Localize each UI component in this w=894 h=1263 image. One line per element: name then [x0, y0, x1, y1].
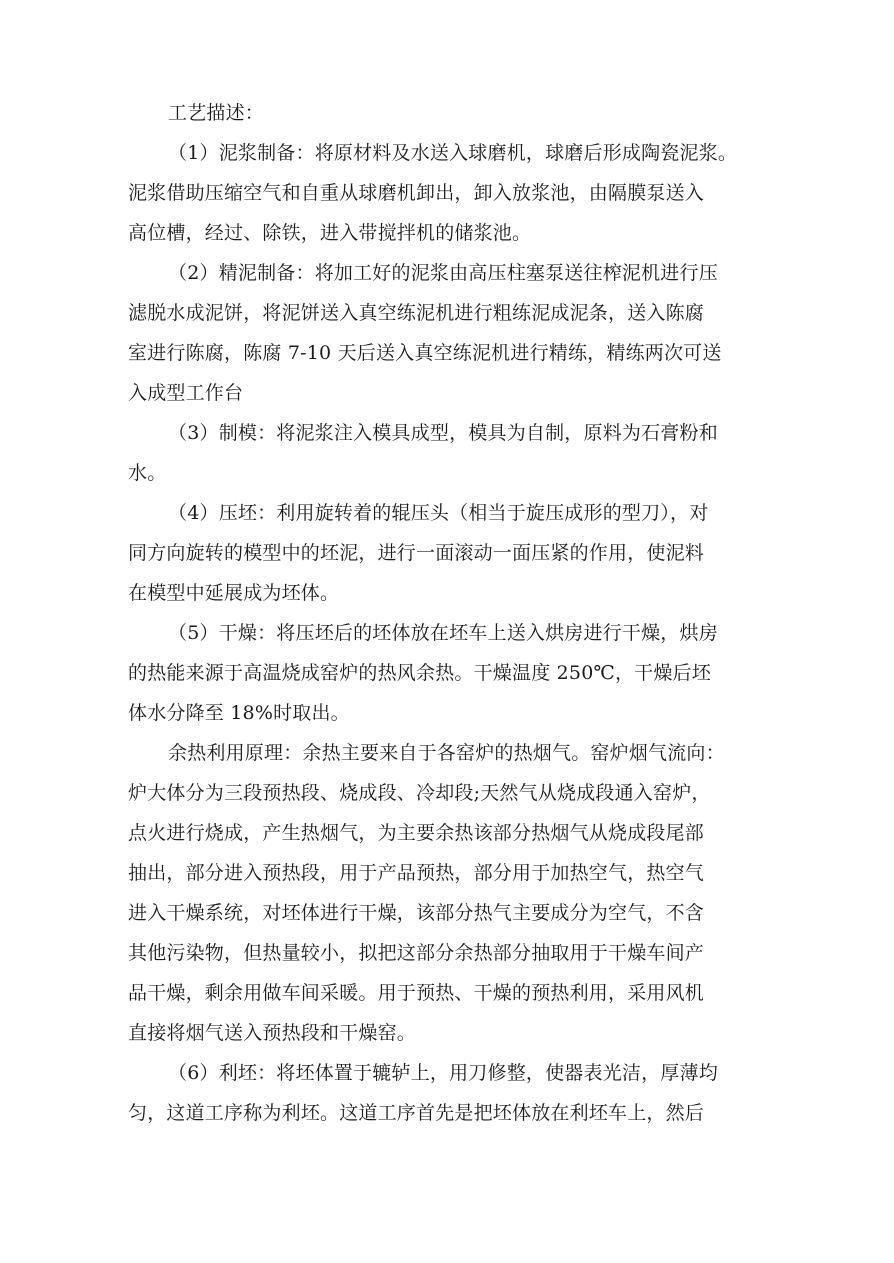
section-heading: 工艺描述：: [168, 102, 265, 124]
paragraph-line: 余热利用原理：余热主要来自于各窑炉的热烟气。窑炉烟气流向：: [168, 742, 725, 764]
paragraph-line: 抽出，部分进入预热段，用于产品预热，部分用于加热空气，热空气: [128, 862, 705, 884]
paragraph-line: 匀，这道工序称为利坯。这道工序首先是把坯体放在利坯车上，然后: [128, 1102, 705, 1124]
paragraph-line: 炉大体分为三段预热段、烧成段、冷却段;天然气从烧成段通入窑炉，: [128, 782, 711, 804]
paragraph-waste-heat: [128, 733, 780, 1053]
paragraph-line: （6）利坯：将坯体置于辘轳上，用刀修整，使器表光洁，厚薄均: [168, 1062, 718, 1084]
paragraph-line: 入成型工作台: [128, 382, 244, 404]
paragraph-line: 点火进行烧成，产生热烟气，为主要余热该部分热烟气从烧成段尾部: [128, 822, 705, 844]
document-page: [128, 93, 780, 1133]
heading-paragraph: [128, 93, 780, 133]
paragraph-line: 滤脱水成泥饼，将泥饼送入真空练泥机进行粗练泥成泥条，送入陈腐: [128, 302, 705, 324]
paragraph-line: 室进行陈腐，陈腐 7-10 天后送入真空练泥机进行精练，精练两次可送: [128, 342, 722, 364]
paragraph-line: （4）压坯：利用旋转着的辊压头（相当于旋压成形的型刀），对: [168, 502, 709, 524]
paragraph-line: （2）精泥制备：将加工好的泥浆由高压柱塞泵送往榨泥机进行压: [168, 262, 718, 284]
paragraph-line: 泥浆借助压缩空气和自重从球磨机卸出，卸入放浆池，由隔膜泵送入: [128, 182, 705, 204]
paragraph-line: （3）制模：将泥浆注入模具成型，模具为自制，原料为石膏粉和: [168, 422, 718, 444]
paragraph-mud-preparation: [128, 133, 780, 253]
paragraph-line: 品干燥，剩余用做车间采暖。用于预热、干燥的预热利用，采用风机: [128, 982, 705, 1004]
paragraph-line: 在模型中延展成为坯体。: [128, 582, 340, 604]
paragraph-line: 进入干燥系统，对坯体进行干燥，该部分热气主要成分为空气，不含: [128, 902, 705, 924]
paragraph-line: 水。: [128, 462, 167, 484]
paragraph-line: 其他污染物，但热量较小，拟把这部分余热部分抽取用于干燥车间产: [128, 942, 705, 964]
paragraph-trimming: [128, 1053, 780, 1133]
paragraph-line: （5）干燥：将压坯后的坯体放在坯车上送入烘房进行干燥，烘房: [168, 622, 718, 644]
paragraph-line: 的热能来源于高温烧成窑炉的热风余热。干燥温度 250℃，干燥后坯: [128, 662, 711, 684]
paragraph-roller-pressing: [128, 493, 780, 613]
paragraph-line: 同方向旋转的模型中的坯泥，进行一面滚动一面压紧的作用，使泥料: [128, 542, 705, 564]
paragraph-mold-making: [128, 413, 780, 493]
paragraph-line: 体水分降至 18%时取出。: [128, 702, 350, 724]
paragraph-line: （1）泥浆制备：将原材料及水送入球磨机，球磨后形成陶瓷泥浆。: [168, 142, 738, 164]
paragraph-refined-clay: [128, 253, 780, 413]
paragraph-line: 高位槽，经过、除铁，进入带搅拌机的储浆池。: [128, 222, 532, 244]
paragraph-line: 直接将烟气送入预热段和干燥窑。: [128, 1022, 417, 1044]
paragraph-drying: [128, 613, 780, 733]
